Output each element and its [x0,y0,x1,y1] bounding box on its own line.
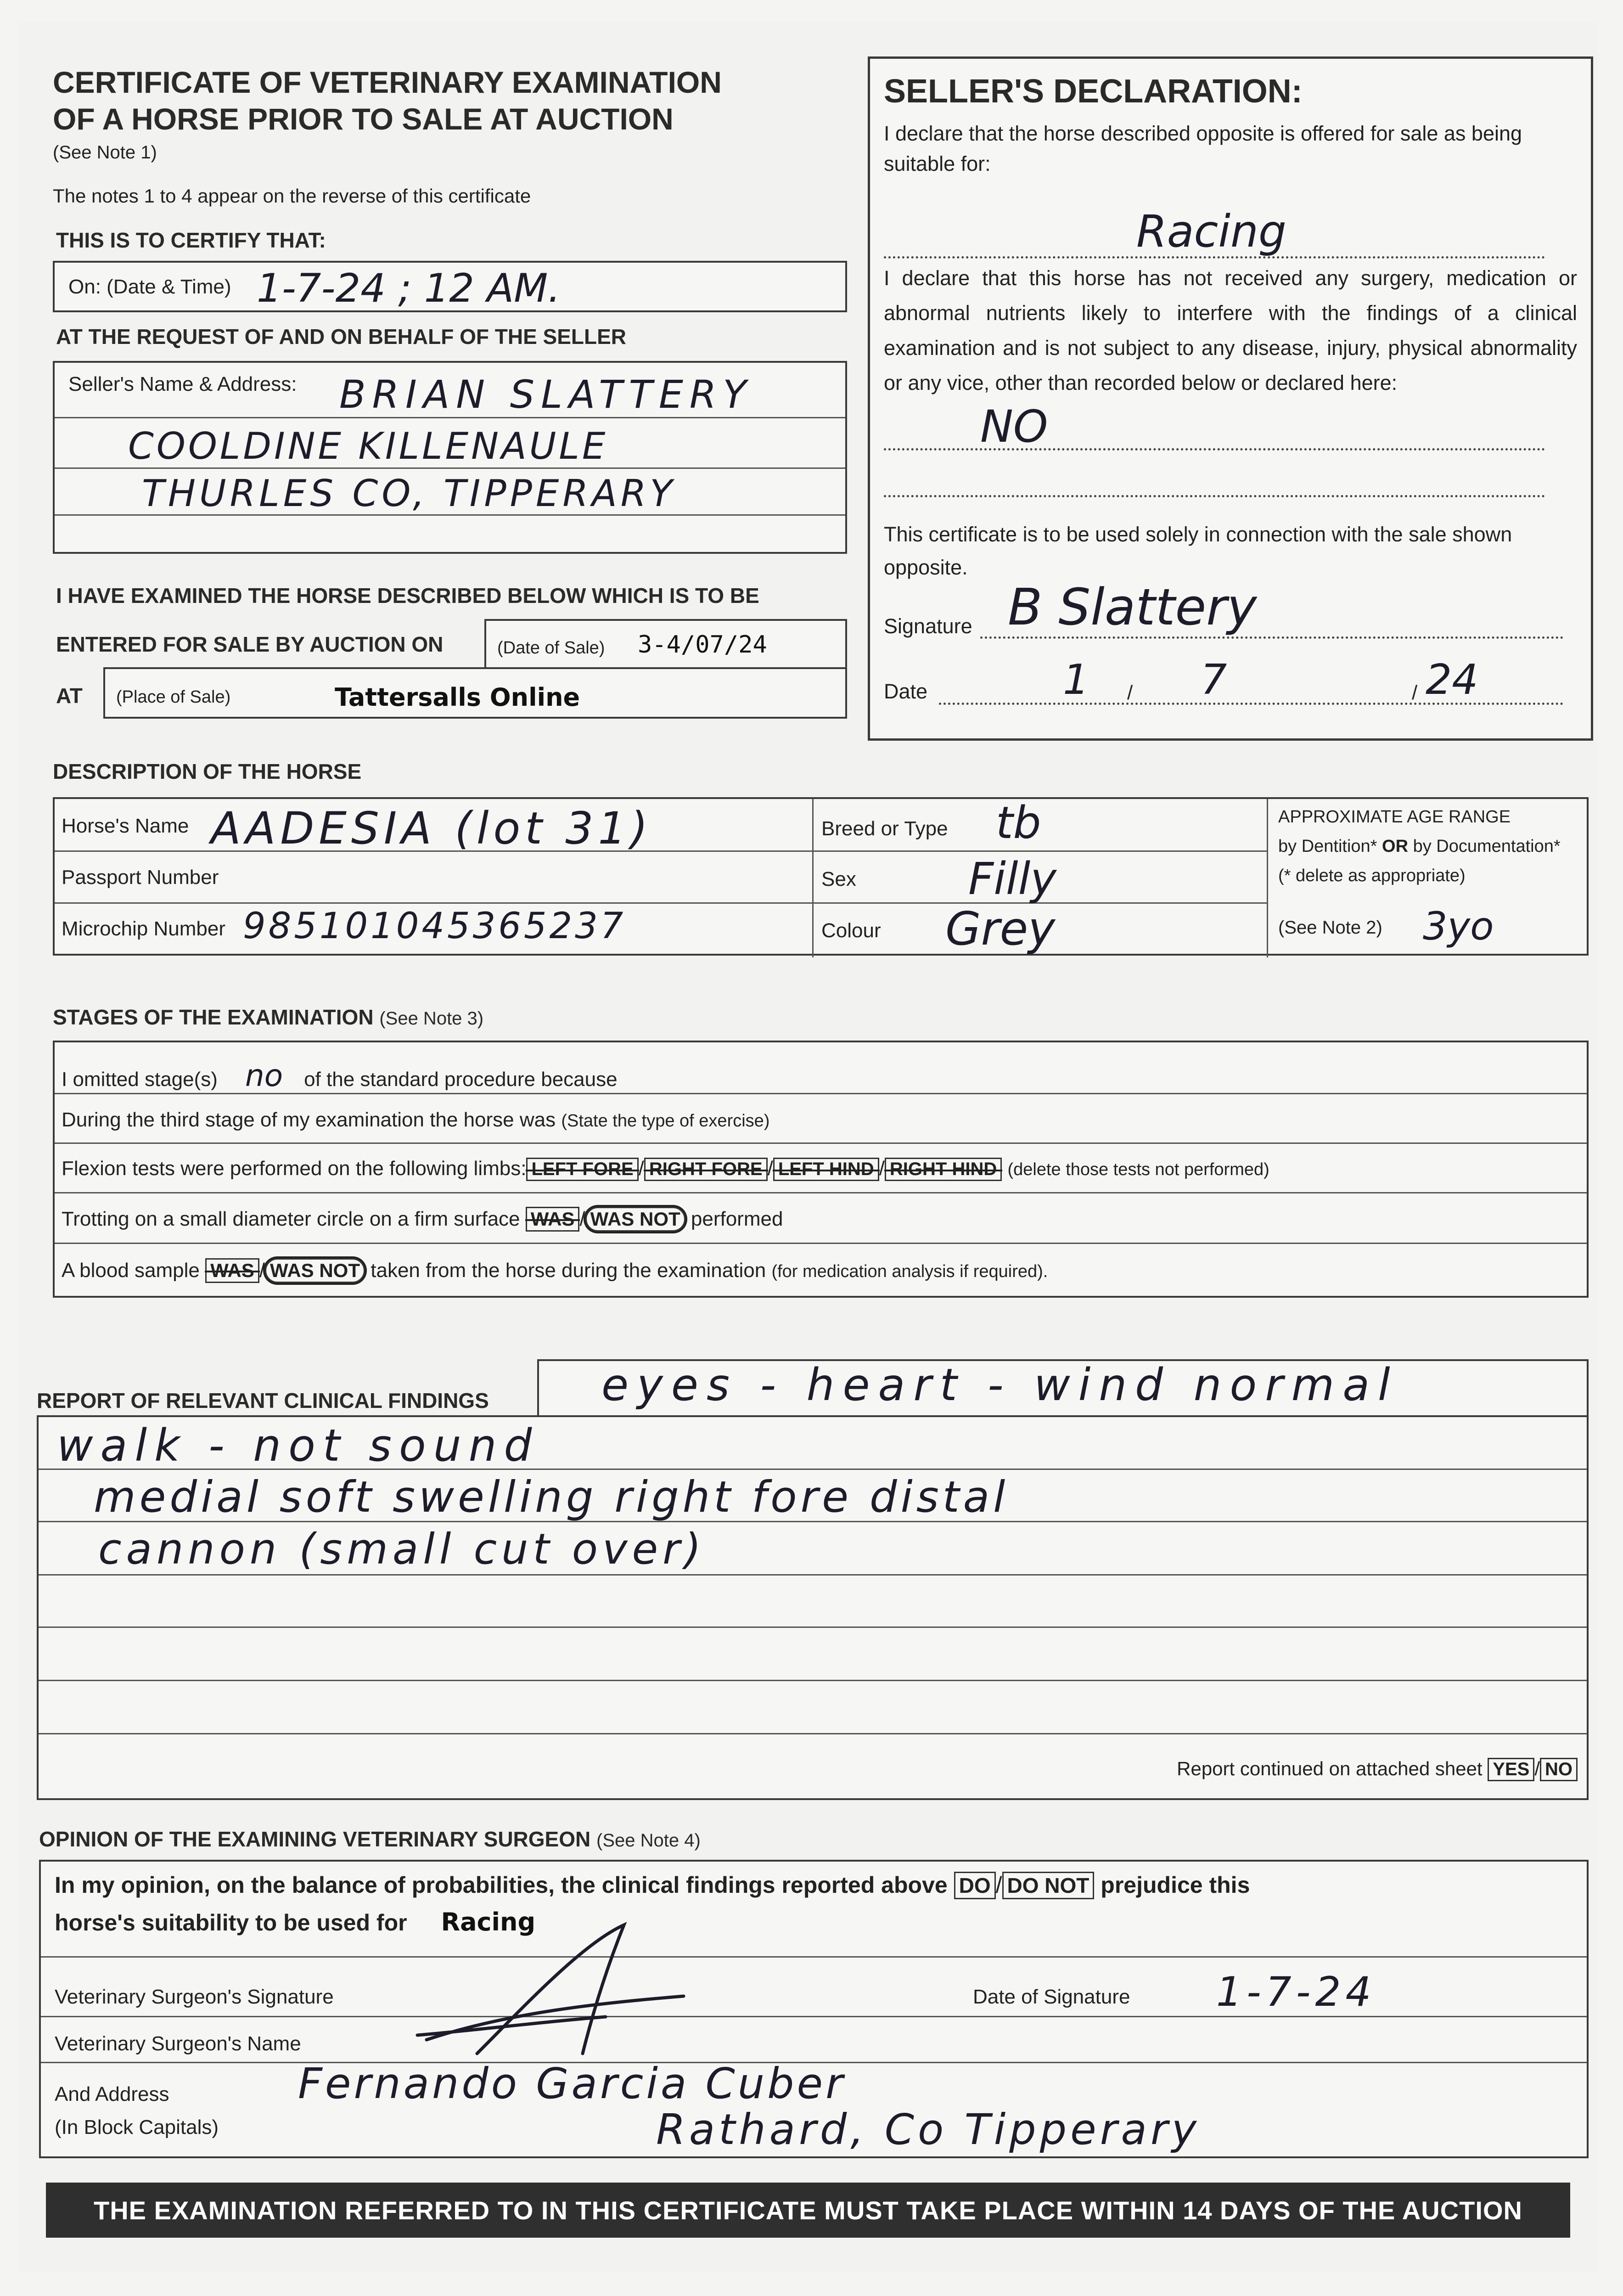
horse-name-value[interactable]: AADESIA (lot 31) [211,803,652,854]
omitted-label-a: I omitted stage(s) [62,1068,218,1091]
date-of-signature-value[interactable]: 1-7-24 [1216,1968,1376,2015]
report-continued-row [1177,1758,1578,1781]
stages-heading-note: (See Note 3) [379,1008,484,1029]
flexion-note: (delete those tests not performed) [1007,1160,1269,1179]
title-line1: CERTIFICATE OF VETERINARY EXAMINATION [53,65,722,99]
report-box [37,1415,1589,1800]
breed-label: Breed or Type [821,817,948,840]
omitted-stage-row [62,1058,618,1093]
address-label-2: (In Block Capitals) [55,2116,219,2138]
trotting-performed: performed [691,1208,783,1230]
horse-name-label: Horse's Name [62,815,189,837]
sex-value[interactable]: Filly [968,853,1057,905]
blood-taken-label: taken from the horse during the examination [371,1259,766,1282]
blood-sample-row [62,1258,1048,1283]
signature-dotted-line [980,636,1563,639]
opinion-slash: / [995,1872,1002,1898]
age-delete-note: (* delete as appropriate) [1278,866,1466,885]
age-range-heading: APPROXIMATE AGE RANGE [1278,807,1511,827]
limb-left-fore[interactable]: LEFT FORE [526,1158,638,1181]
place-of-sale-label: (Place of Sale) [116,687,231,707]
passport-label: Passport Number [62,866,219,889]
sellers-declaration-box [868,56,1593,741]
limb-slash-2: / [767,1157,773,1180]
desc-row-line-2 [55,902,1267,904]
vet-signature[interactable] [408,1916,693,2063]
report-heading: REPORT OF RELEVANT CLINICAL FINDINGS [37,1389,489,1412]
opinion-do[interactable]: DO [954,1872,996,1899]
date-of-sale-value[interactable]: 3-4/07/24 [638,631,767,658]
on-date-value[interactable]: 1-7-24 ; 12 AM. [257,265,561,311]
third-stage-note: (State the type of exercise) [561,1111,770,1131]
desc-col-line-1 [812,799,814,957]
description-table [53,797,1589,956]
third-stage-row [62,1109,769,1131]
declared-value[interactable]: NO [980,401,1048,452]
seller-line-2 [55,467,845,469]
stages-row-line-3 [55,1192,1587,1193]
colour-label: Colour [821,919,881,942]
opinion-do-not[interactable]: DO NOT [1002,1872,1095,1899]
stages-heading [53,1005,483,1030]
declaration-text2: I declare that this horse has not received any surgery, medication or abnormal nutrients likely to interfere with the findings of a clinical examination and is not subject to any disease, injury, physical abnormality or any vice, other than recorded below or declared here: [884,266,1577,394]
omitted-value[interactable]: no [245,1058,283,1093]
age-range-options [1278,837,1561,856]
request-heading: AT THE REQUEST OF AND ON BEHALF OF THE SELLER [56,325,626,349]
sex-label: Sex [821,868,856,890]
date-of-signature-label: Date of Signature [973,1986,1130,2008]
breed-value[interactable]: tb [996,797,1041,849]
stages-heading-text: STAGES OF THE EXAMINATION [53,1005,374,1029]
opinion-text-a: In my opinion, on the balance of probabilities, the clinical findings reported above [55,1872,948,1898]
report-finding-2[interactable]: walk - not sound [57,1420,539,1471]
opinion-line-2 [41,2016,1587,2017]
seller-name[interactable]: BRIAN SLATTERY [339,372,753,417]
declaration-text1: I declare that the horse described opposite is offered for sale as being suitable for: [884,122,1522,175]
desc-col-line-2 [1267,799,1268,957]
declaration-date-day[interactable]: 1 [1063,656,1089,704]
microchip-value[interactable]: 985101045365237 [243,906,626,947]
seller-line-1 [55,417,845,418]
certificate-page [18,22,1598,2272]
vet-name-label: Veterinary Surgeon's Name [55,2032,301,2055]
footer-banner: THE EXAMINATION REFERRED TO IN THIS CERTIFICATE MUST TAKE PLACE WITHIN 14 DAYS OF THE AUCTION [46,2183,1570,2238]
opinion-heading-text: OPINION OF THE EXAMINING VETERINARY SURGEON [39,1827,591,1851]
vet-address-value[interactable]: Rathard, Co Tipperary [656,2105,1201,2154]
opinion-line1 [55,1872,1250,1899]
examined-heading: I HAVE EXAMINED THE HORSE DESCRIBED BELOW WHICH IS TO BE [56,584,759,608]
trotting-row [62,1207,783,1232]
opinion-use-value[interactable]: Racing [441,1908,536,1936]
report-line-3 [39,1574,1587,1576]
flexion-label: Flexion tests were performed on the following limbs: [62,1157,527,1180]
on-date-box [53,261,847,312]
microchip-label: Microchip Number [62,917,225,940]
certify-heading: THIS IS TO CERTIFY THAT: [56,228,326,252]
age-by-dentition: by Dentition* [1278,837,1377,856]
report-continued-yes[interactable]: YES [1488,1758,1534,1781]
report-continued-label: Report continued on attached sheet [1177,1758,1483,1779]
age-value[interactable]: 3yo [1423,904,1494,949]
description-heading: DESCRIPTION OF THE HORSE [53,760,362,783]
blood-was-not[interactable]: WAS NOT [265,1258,365,1283]
blood-slash: / [259,1259,265,1282]
colour-value[interactable]: Grey [945,902,1056,956]
at-label: AT [56,684,83,708]
report-continued-slash: / [1534,1758,1540,1779]
notes-line: The notes 1 to 4 appear on the reverse of this certificate [53,185,531,207]
opinion-box [39,1860,1589,2158]
declaration-text3: This certificate is to be used solely in connection with the sale shown opposite. [884,523,1512,579]
declaration-date-year[interactable]: 24 [1426,656,1478,704]
limb-slash-1: / [638,1157,644,1180]
suitable-value[interactable]: Racing [1136,206,1286,257]
date-label: Date [884,680,928,703]
date-of-sale-label: (Date of Sale) [497,638,605,658]
address-label-1: And Address [55,2083,169,2105]
report-finding-4[interactable]: cannon (small cut over) [98,1525,706,1574]
title-see-note: (See Note 1) [53,142,157,163]
limb-slash-3: / [879,1157,885,1180]
age-by-documentation: by Documentation* [1413,837,1561,856]
third-stage-label: During the third stage of my examination the horse was [62,1109,556,1131]
flexion-row [62,1157,1269,1181]
report-finding-1[interactable]: eyes - heart - wind normal [601,1359,1398,1411]
opinion-heading-note: (See Note 4) [596,1830,701,1851]
stages-row-line-4 [55,1243,1587,1244]
seller-signature[interactable]: B Slattery [1008,578,1257,636]
trotting-slash: / [579,1208,585,1230]
age-see-note: (See Note 2) [1278,917,1382,938]
trotting-label: Trotting on a small diameter circle on a firm surface [62,1208,520,1230]
report-finding-3[interactable]: medial soft swelling right fore distal [94,1472,1009,1522]
place-of-sale-box [103,667,847,719]
report-line-6 [39,1733,1587,1734]
limb-right-fore[interactable]: RIGHT FORE [644,1158,768,1181]
seller-address-2[interactable]: THURLES CO, TIPPERARY [142,472,676,515]
trotting-was[interactable]: WAS [526,1207,580,1232]
blood-note: (for medication analysis if required). [771,1262,1048,1281]
date-slash-2: / [1412,681,1418,704]
declaration-heading: SELLER'S DECLARATION: [884,73,1303,110]
stages-table [53,1041,1589,1298]
blood-label: A blood sample [62,1259,200,1282]
blood-was[interactable]: WAS [205,1258,259,1283]
opinion-line-1 [41,1956,1587,1958]
seller-label: Seller's Name & Address: [68,373,297,395]
trotting-was-not[interactable]: WAS NOT [585,1207,685,1232]
report-line-5 [39,1680,1587,1681]
stages-row-line-2 [55,1142,1587,1144]
age-or: OR [1382,837,1409,856]
opinion-heading [39,1827,701,1851]
signature-label: Signature [884,614,972,638]
limb-left-hind[interactable]: LEFT HIND [773,1158,879,1181]
report-line-4 [39,1626,1587,1628]
vet-signature-label: Veterinary Surgeon's Signature [55,1986,334,2008]
title-line2: OF A HORSE PRIOR TO SALE AT AUCTION [53,102,674,136]
date-of-sale-box [484,619,847,670]
place-of-sale-value[interactable]: Tattersalls Online [335,683,580,712]
opinion-text-b: prejudice this [1101,1872,1250,1898]
on-date-label: On: (Date & Time) [68,276,231,298]
seller-box [53,361,847,554]
report-continued-no[interactable]: NO [1540,1758,1578,1781]
omitted-label-b: of the standard procedure because [304,1068,618,1091]
entered-heading: ENTERED FOR SALE BY AUCTION ON [56,632,444,656]
vet-name-value[interactable]: Fernando Garcia Cuber [298,2059,846,2108]
limb-right-hind[interactable]: RIGHT HIND [885,1158,1002,1181]
declaration-date-month[interactable]: 7 [1201,656,1227,704]
seller-address-1[interactable]: COOLDINE KILLENAULE [128,425,608,467]
date-slash-1: / [1127,681,1133,704]
opinion-text-c: horse's suitability to be used for [55,1910,407,1936]
declared-dotted-line-2 [884,495,1545,497]
